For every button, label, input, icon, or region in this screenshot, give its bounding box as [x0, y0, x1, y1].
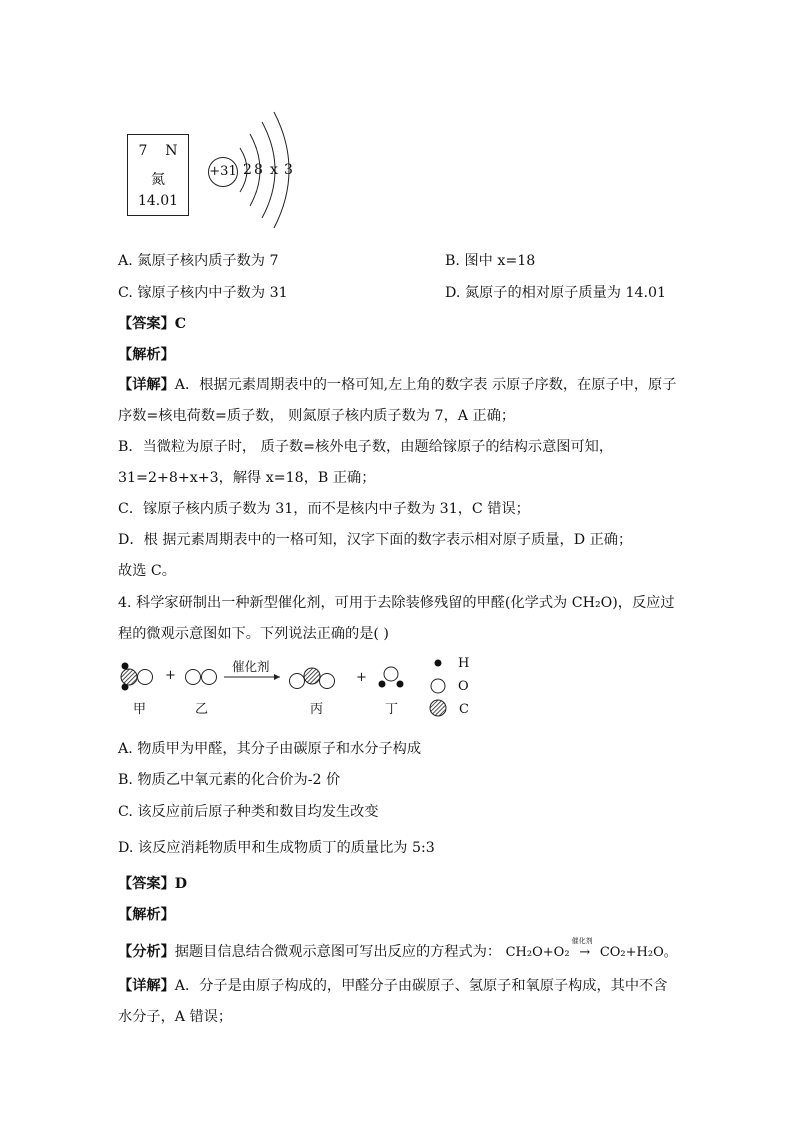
- q4-stem-line-2: 程的微观示意图如下。下列说法正确的是( ): [118, 626, 389, 642]
- plus-sign-1: +: [165, 668, 176, 683]
- q3-option-b: B. 图中 x=18: [445, 253, 536, 269]
- element-number-symbol: [128, 143, 188, 159]
- q4-option-d: D. 该反应消耗物质甲和生成物质丁的质量比为 5:3: [118, 840, 435, 856]
- q3-detail-text-1: A．根据元素周期表中的一格可知,左上角的数字表 示原子序数，在原子中，原子: [174, 377, 677, 393]
- q4-detail-text-1: A．分子是由原子构成的，甲醛分子由碳原子、氢原子和氧原子构成，其中不含: [174, 978, 668, 994]
- q3-detail-line-3: B．当微粒为原子时， 质子数=核外电子数，由题给镓原子的结构示意图可知，: [118, 439, 614, 455]
- legend-h: H: [458, 656, 470, 671]
- label-jia: 甲: [133, 702, 147, 717]
- q3-detail-line-6: D．根 据元素周期表中的一格可知，汉字下面的数字表示相对原子质量，D 正确；: [118, 532, 633, 548]
- q4-stem-line-1: 4. 科学家研制出一种新型催化剂，可用于去除装修残留的甲醛(化学式为 CH₂O)，反应过: [118, 595, 675, 611]
- q3-detail-line-5: C．镓原子核内质子数为 31，而不是核内中子数为 31，C 错误；: [118, 501, 530, 517]
- reaction-diagram: [112, 652, 482, 722]
- nucleus-circle: [208, 157, 238, 187]
- q4-analysis-line: [118, 937, 677, 961]
- legend-c: C: [459, 702, 469, 717]
- shell-2: 8: [254, 162, 263, 178]
- legend-icons: [430, 660, 446, 717]
- equation-arrow: [571, 937, 596, 960]
- molecule-water-icon: [379, 667, 404, 688]
- label-yi: 乙: [195, 702, 209, 717]
- q3-detail-line-7: 故选 C。: [118, 563, 176, 579]
- shell-1: 2: [243, 162, 252, 178]
- q4-option-b: B. 物质乙中氧元素的化合价为-2 价: [118, 772, 341, 788]
- molecule-oxygen-icon: [186, 670, 217, 685]
- atomic-number: 7: [138, 143, 148, 159]
- equation-catalyst: 催化剂: [571, 937, 593, 945]
- equation-products: CO₂+H₂O: [599, 945, 664, 960]
- q4-analysis-label: 【解析】: [118, 907, 175, 923]
- q4-answer: 【答案】D: [118, 876, 188, 892]
- q3-option-c: C. 镓原子核内中子数为 31: [118, 285, 288, 301]
- equation-reactants: CH₂O+O₂: [505, 945, 570, 960]
- q4-detail-line-2: 水分子，A 错误；: [118, 1009, 233, 1025]
- legend-o: O: [458, 679, 469, 694]
- q4-analysis-tag: 【分析】: [118, 944, 175, 960]
- q3-detail-line-2: 序数=核电荷数=质子数， 则氮原子核内质子数为 7，A 正确；: [118, 408, 516, 424]
- element-mass: 14.01: [137, 193, 179, 209]
- q3-answer: 【答案】C: [118, 316, 187, 332]
- plus-sign-2: +: [356, 670, 367, 685]
- element-symbol: N: [165, 143, 178, 159]
- q3-option-d: D. 氮原子的相对原子质量为 14.01: [445, 285, 667, 301]
- label-ding: 丁: [385, 702, 399, 717]
- catalyst-label: 催化剂: [232, 659, 270, 674]
- q3-detail-label: 【详解】: [118, 377, 175, 393]
- element-name: 氮: [151, 172, 165, 188]
- nucleus-charge: +31: [209, 164, 237, 179]
- reaction-equation: [505, 937, 677, 960]
- shell-3: x: [270, 162, 278, 178]
- q4-analysis-text: 据题目信息结合微观示意图可写出反应的方程式为：: [174, 944, 502, 960]
- q4-detail-label: 【详解】: [118, 978, 175, 994]
- q3-detail-line-4: 31=2+8+x+3，解得 x=18，B 正确；: [118, 470, 376, 486]
- element-card: [127, 134, 189, 216]
- molecule-formaldehyde-icon: [121, 663, 153, 691]
- q4-detail-line-1: [118, 975, 667, 995]
- equation-period: 。: [663, 945, 677, 960]
- equation-arrow-glyph: →: [579, 945, 591, 960]
- q4-option-c: C. 该反应前后原子种类和数目均发生改变: [118, 804, 379, 820]
- label-bing: 丙: [310, 702, 324, 717]
- q3-detail-line-1: [118, 374, 676, 394]
- q3-analysis-label: 【解析】: [118, 347, 175, 363]
- q4-option-a: A. 物质甲为甲醛，其分子由碳原子和水分子构成: [118, 741, 422, 757]
- shell-4: 3: [284, 162, 293, 178]
- q3-option-a: A. 氮原子核内质子数为 7: [118, 253, 279, 269]
- molecule-co2-icon: [290, 668, 335, 689]
